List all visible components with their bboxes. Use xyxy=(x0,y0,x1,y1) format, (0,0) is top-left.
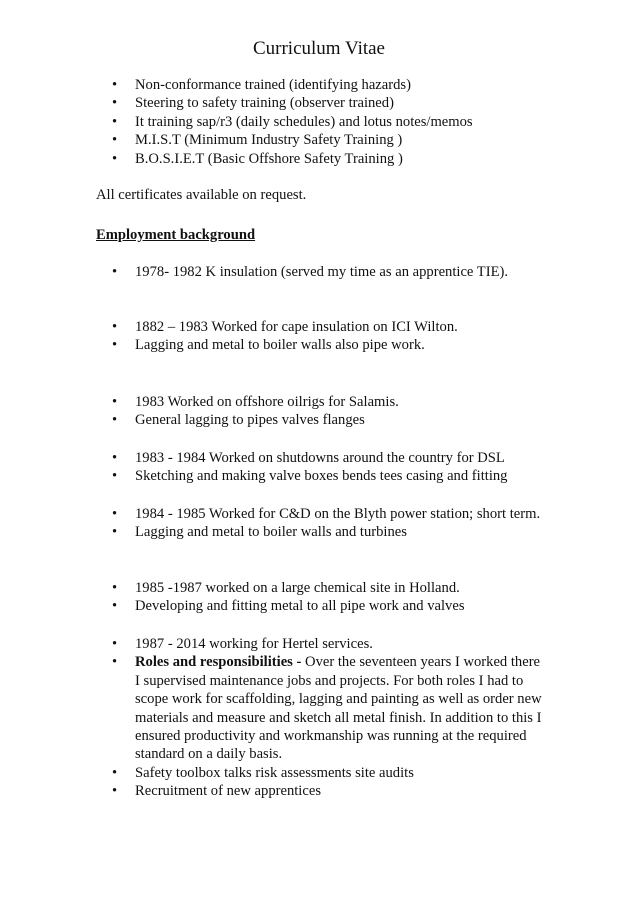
employment-group-2 xyxy=(112,318,542,355)
bullet-icon: • xyxy=(112,524,118,541)
employment-item-text: Lagging and metal to boiler walls also pipe work. xyxy=(135,337,425,354)
list-item xyxy=(112,411,542,429)
list-item xyxy=(112,764,542,782)
bullet-icon: • xyxy=(112,654,118,671)
bullet-icon: • xyxy=(112,264,118,280)
certificates-note: All certificates available on request. xyxy=(96,187,307,203)
bullet-icon: • xyxy=(112,319,118,335)
bullet-icon: • xyxy=(112,113,118,130)
employment-group-7 xyxy=(112,635,542,801)
employment-item-text: Safety toolbox talks risk assessments site audits xyxy=(135,764,414,781)
employment-group-3 xyxy=(112,393,542,430)
bullet-icon: • xyxy=(112,77,118,93)
list-item xyxy=(112,131,542,149)
employment-item-text: 1984 - 1985 Worked for C&D on the Blyth power station; short term. xyxy=(135,506,541,522)
list-item xyxy=(112,76,542,94)
roles-label: Roles and responsibilities - xyxy=(135,654,302,671)
training-list xyxy=(112,76,542,168)
list-item xyxy=(112,150,542,168)
list-item xyxy=(112,505,542,523)
bullet-icon: • xyxy=(112,394,118,410)
training-item-text: Steering to safety training (observer trained) xyxy=(135,95,394,112)
employment-item-text: Lagging and metal to boiler walls and turbines xyxy=(135,524,407,541)
list-item xyxy=(112,523,542,541)
page-title: Curriculum Vitae xyxy=(252,38,385,59)
employment-item-text: 1985 -1987 worked on a large chemical site in Holland. xyxy=(135,580,460,596)
employment-group-1 xyxy=(112,263,542,281)
employment-item-text: 1978- 1982 K insulation (served my time as an apprentice TIE). xyxy=(135,264,508,280)
training-item-text: It training sap/r3 (daily schedules) and lotus notes/memos xyxy=(135,113,473,130)
employment-item-text: 1983 Worked on offshore oilrigs for Salamis. xyxy=(135,394,399,410)
list-item xyxy=(112,449,542,467)
employment-heading: Employment background xyxy=(96,227,256,243)
list-item xyxy=(112,597,542,615)
roles-text: Over the seventeen years I worked there I supervised maintenance jobs and projects. For both roles I had to scope work for scaffolding, lagging and painting as well as order new materials and measure and sketch all metal finish. In addition to this I ensured productivity and workmanship was running at the required standard on a daily basis. xyxy=(135,654,542,763)
employment-item-text: 1983 - 1984 Worked on shutdowns around the country for DSL xyxy=(135,450,505,466)
employment-group-5 xyxy=(112,505,542,542)
list-item xyxy=(112,467,542,485)
employment-group-6 xyxy=(112,579,542,616)
employment-group-4 xyxy=(112,449,542,486)
bullet-icon: • xyxy=(112,783,118,800)
bullet-icon: • xyxy=(112,337,118,354)
employment-item-text: Sketching and making valve boxes bends tees casing and fitting xyxy=(135,468,508,485)
bullet-icon: • xyxy=(112,764,118,781)
bullet-icon: • xyxy=(112,580,118,596)
bullet-icon: • xyxy=(112,450,118,466)
list-item xyxy=(112,94,542,112)
bullet-icon: • xyxy=(112,636,118,652)
bullet-icon: • xyxy=(112,506,118,522)
training-item-text: B.O.S.I.E.T (Basic Offshore Safety Training ) xyxy=(135,150,403,167)
list-item xyxy=(112,318,542,336)
bullet-icon: • xyxy=(112,132,118,149)
bullet-icon: • xyxy=(112,468,118,485)
list-item xyxy=(112,113,542,131)
list-item xyxy=(112,393,542,411)
list-item xyxy=(112,653,542,763)
training-item-text: M.I.S.T (Minimum Industry Safety Training ) xyxy=(135,132,403,149)
bullet-icon: • xyxy=(112,95,118,112)
bullet-icon: • xyxy=(112,412,118,429)
employment-item-text: 1987 - 2014 working for Hertel services. xyxy=(135,636,373,652)
list-item xyxy=(112,635,542,653)
bullet-icon: • xyxy=(112,150,118,167)
training-item-text: Non-conformance trained (identifying hazards) xyxy=(135,77,411,93)
employment-item-text: Recruitment of new apprentices xyxy=(135,783,321,800)
list-item xyxy=(112,579,542,597)
employment-item-text: 1882 – 1983 Worked for cape insulation on ICI Wilton. xyxy=(135,319,458,335)
list-item xyxy=(112,263,542,281)
employment-item-text: Developing and fitting metal to all pipe work and valves xyxy=(135,598,465,615)
list-item xyxy=(112,336,542,354)
bullet-icon: • xyxy=(112,598,118,615)
list-item xyxy=(112,782,542,800)
employment-item-text: General lagging to pipes valves flanges xyxy=(135,412,365,429)
